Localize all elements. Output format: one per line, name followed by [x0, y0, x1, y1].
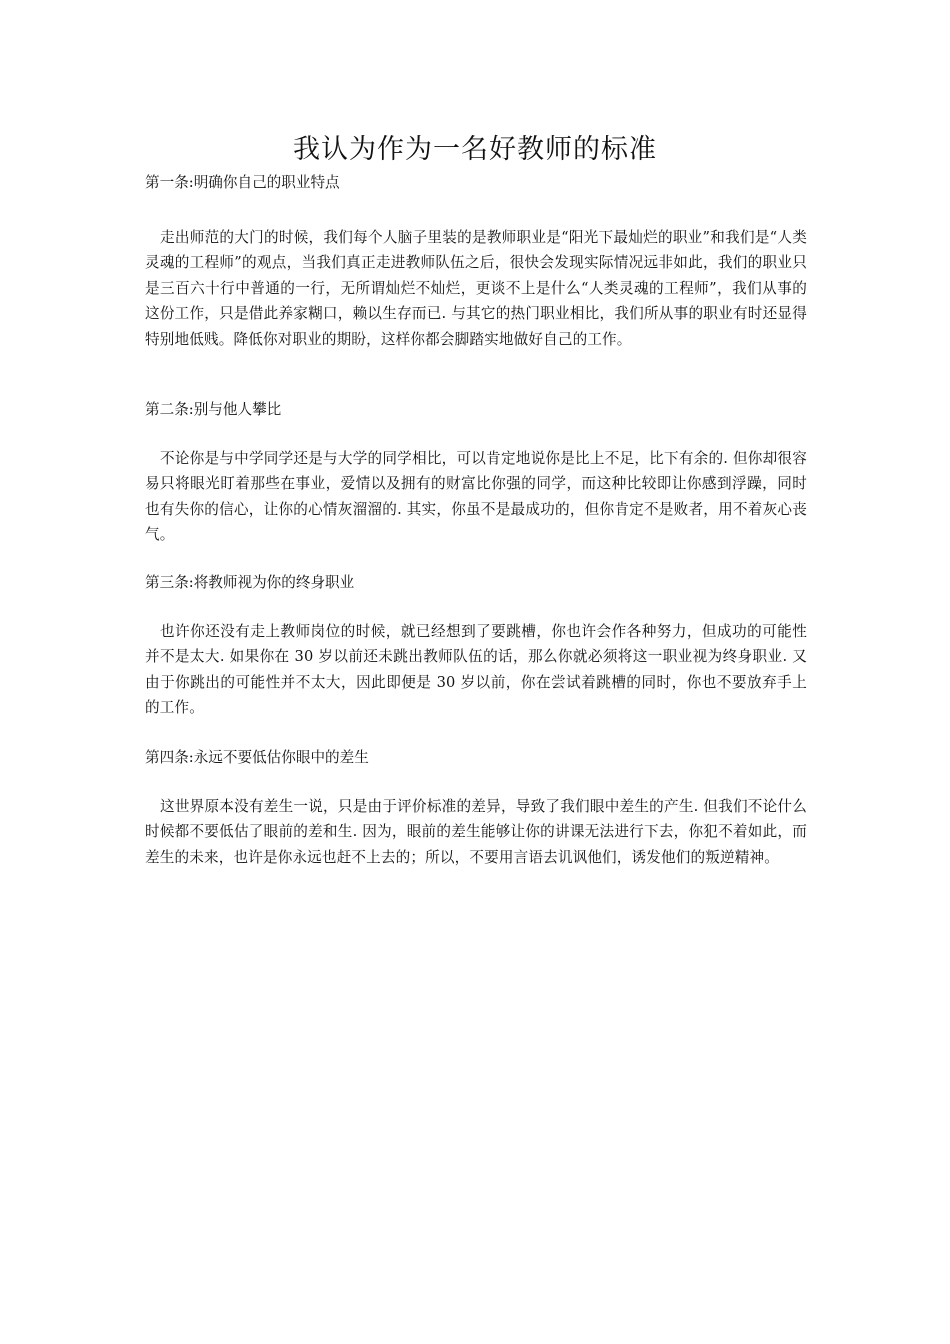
section-paragraph: 不论你是与中学同学还是与大学的同学相比，可以肯定地说你是比上不足，比下有余的. 但你却很容易只将眼光盯着那些在事业，爱情以及拥有的财富比你强的同学，而这种比较即让你感到浮躁，同时也有失你的信心，让你的心情灰溜溜的. 其实，你虽不是最成功的，但你肯定不是败者，用不着灰心丧气。 [145, 450, 807, 544]
section-paragraph: 也许你还没有走上教师岗位的时候，就已经想到了要跳槽，你也许会作各种努力，但成功的可能性并不是太大. 如果你在 30 岁以前还未跳出教师队伍的话，那么你就必须将这一职业视为终身职业. 又由于你跳出的可能性并不太大，因此即便是 30 岁以前，你在尝试着跳槽的同时，你也不要放弃手上的工作。 [145, 623, 807, 717]
section-paragraph: 走出师范的大门的时候，我们每个人脑子里装的是教师职业是“阳光下最灿烂的职业”和我们是“人类灵魂的工程师”的观点，当我们真正走进教师队伍之后，很快会发现实际情况远非如此，我们的职业只是三百六十行中普通的一行，无所谓灿烂不灿烂，更谈不上是什么“人类灵魂的工程师”，我们从事的这份工作，只是借此养家糊口，赖以生存而已. 与其它的热门职业相比，我们所从事的职业有时还显得特别地低贱。降低你对职业的期盼，这样你都会脚踏实地做好自己的工作。 [145, 229, 807, 348]
section-heading: 第四条:永远不要低估你眼中的差生 [145, 749, 369, 766]
document-title: 我认为作为一名好教师的标准 [293, 134, 657, 165]
section-3 [145, 570, 807, 721]
section-heading: 第一条:明确你自己的职业特点 [145, 174, 340, 191]
section-paragraph: 这世界原本没有差生一说，只是由于评价标准的差异，导致了我们眼中差生的产生. 但我们不论什么时候都不要低估了眼前的差和生. 因为，眼前的差生能够让你的讲课无法进行下去，你犯不着如此，而差生的未来，也许是你永远也赶不上去的；所以，不要用言语去讥讽他们，诱发他们的叛逆精神。 [145, 798, 807, 866]
section-heading: 第二条:别与他人攀比 [145, 401, 282, 418]
section-2 [145, 397, 807, 548]
section-heading: 第三条:将教师视为你的终身职业 [145, 574, 355, 591]
section-4 [145, 745, 807, 870]
section-1 [145, 170, 807, 352]
